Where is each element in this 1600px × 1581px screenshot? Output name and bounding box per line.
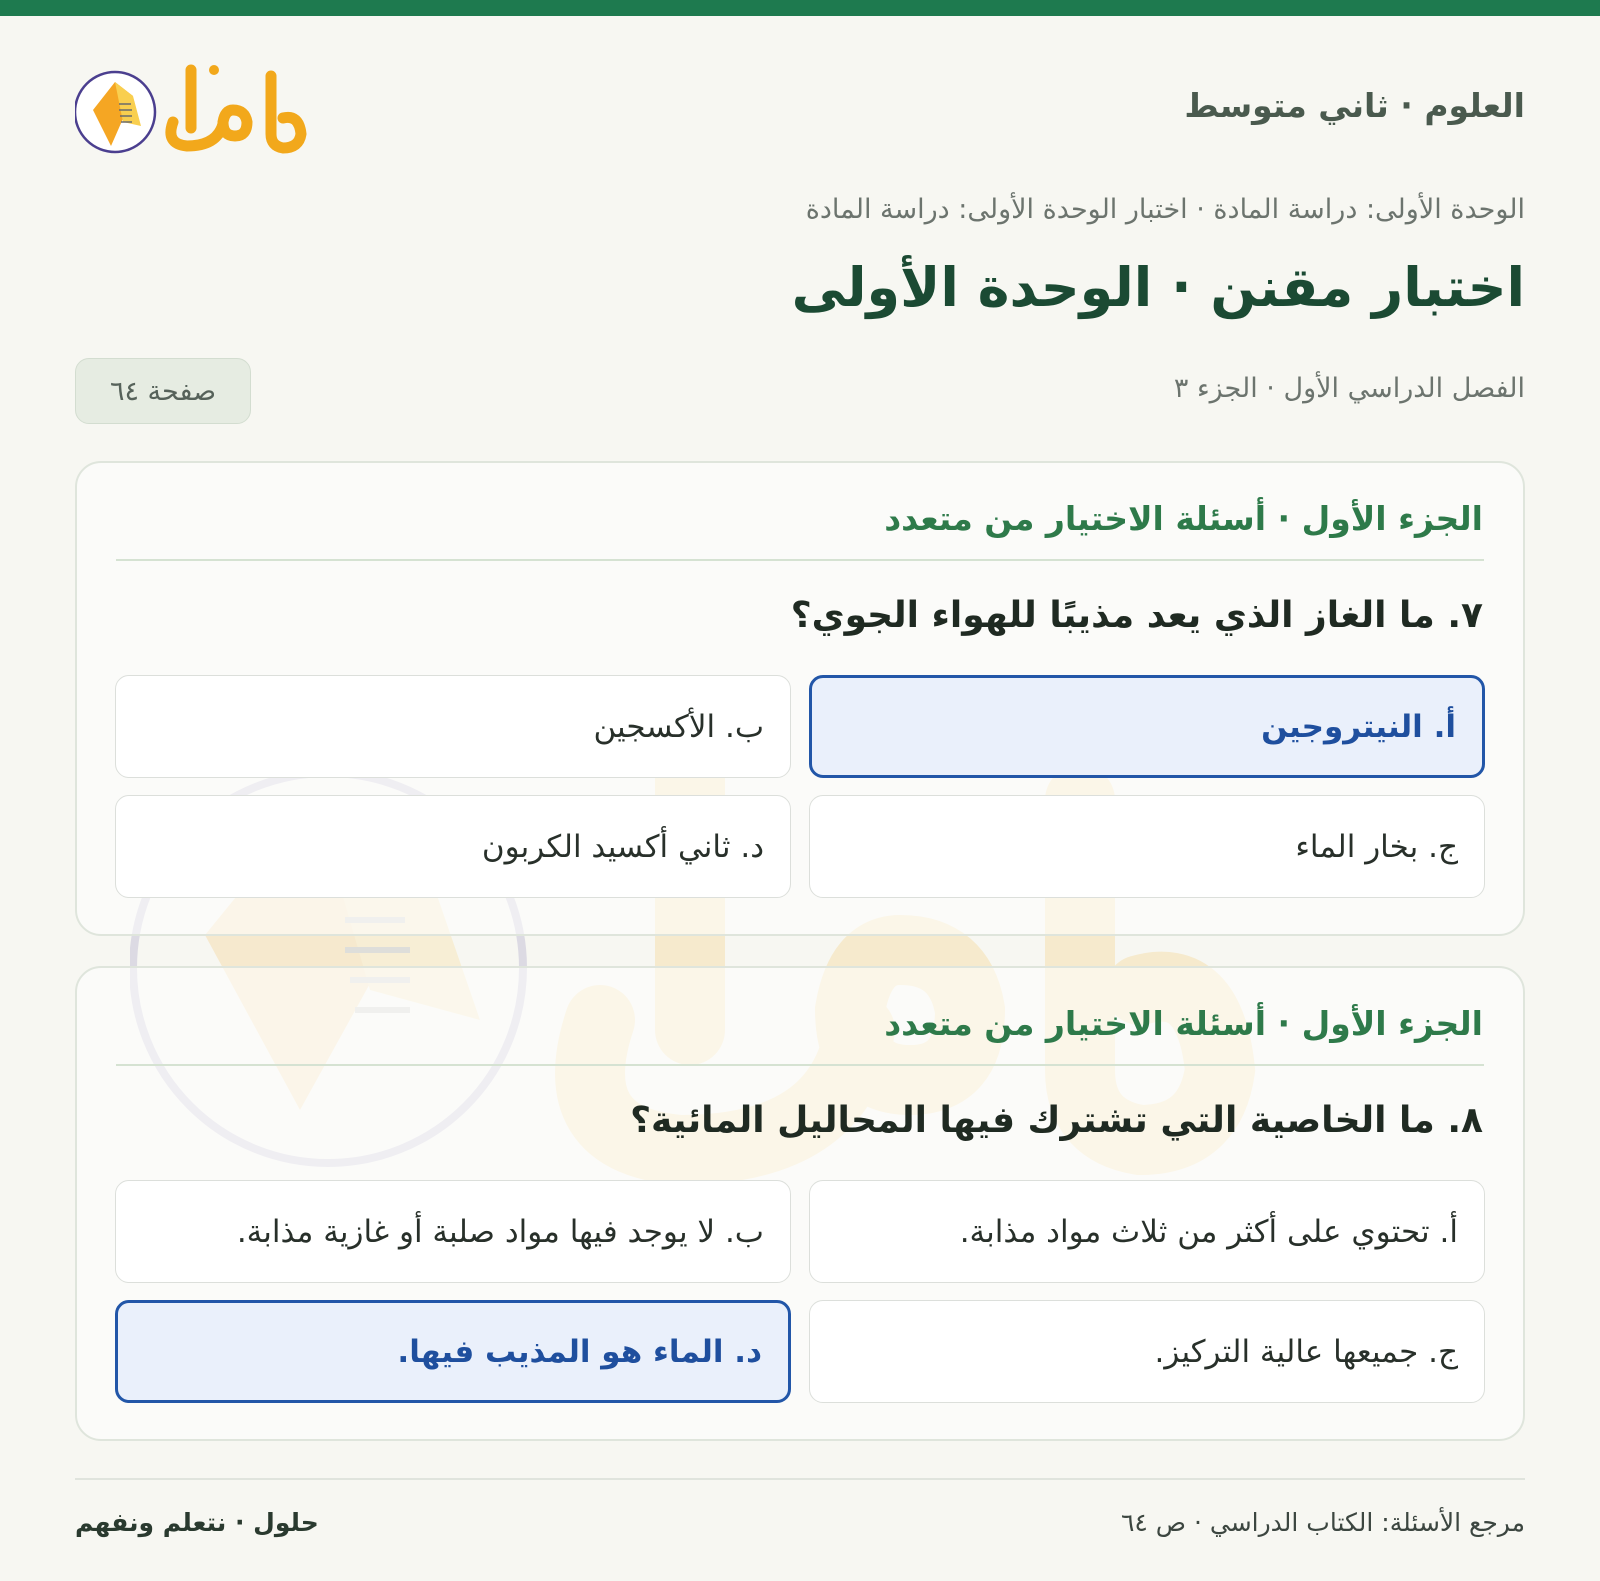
page-title: اختبار مقنن · الوحدة الأولى bbox=[791, 256, 1525, 319]
option-c[interactable]: ج. جميعها عالية التركيز. bbox=[809, 1300, 1485, 1403]
subject-label: العلوم · ثاني متوسط bbox=[1184, 86, 1525, 125]
question-card-8 bbox=[75, 966, 1525, 1441]
footer-reference: مرجع الأسئلة: الكتاب الدراسي · ص ٦٤ bbox=[1120, 1508, 1525, 1537]
top-accent-bar bbox=[0, 0, 1600, 16]
page-number-badge: صفحة ٦٤ bbox=[75, 358, 251, 424]
footer-divider bbox=[75, 1478, 1525, 1480]
option-b[interactable]: ب. الأكسجين bbox=[115, 675, 791, 778]
section-title: الجزء الأول · أسئلة الاختيار من متعدد bbox=[884, 1004, 1483, 1043]
semester-part-label: الفصل الدراسي الأول · الجزء ٣ bbox=[1173, 373, 1525, 404]
question-card-7 bbox=[75, 461, 1525, 936]
option-d[interactable]: د. ثاني أكسيد الكربون bbox=[115, 795, 791, 898]
option-a[interactable]: أ. تحتوي على أكثر من ثلاث مواد مذابة. bbox=[809, 1180, 1485, 1283]
option-d-selected[interactable]: د. الماء هو المذيب فيها. bbox=[115, 1300, 791, 1403]
hulul-logo bbox=[75, 48, 335, 163]
section-title: الجزء الأول · أسئلة الاختيار من متعدد bbox=[884, 499, 1483, 538]
question-text: ٨. ما الخاصية التي تشترك فيها المحاليل المائية؟ bbox=[630, 1100, 1483, 1141]
section-divider bbox=[116, 559, 1484, 561]
question-text: ٧. ما الغاز الذي يعد مذيبًا للهواء الجوي؟ bbox=[790, 595, 1483, 636]
option-c[interactable]: ج. بخار الماء bbox=[809, 795, 1485, 898]
option-b[interactable]: ب. لا يوجد فيها مواد صلبة أو غازية مذابة. bbox=[115, 1180, 791, 1283]
breadcrumb: الوحدة الأولى: دراسة المادة · اختبار الوحدة الأولى: دراسة المادة bbox=[805, 194, 1525, 225]
page-header bbox=[75, 48, 1525, 163]
option-a-selected[interactable]: أ. النيتروجين bbox=[809, 675, 1485, 778]
section-divider bbox=[116, 1064, 1484, 1066]
footer-brand: حلول · نتعلم ونفهم bbox=[75, 1508, 319, 1537]
